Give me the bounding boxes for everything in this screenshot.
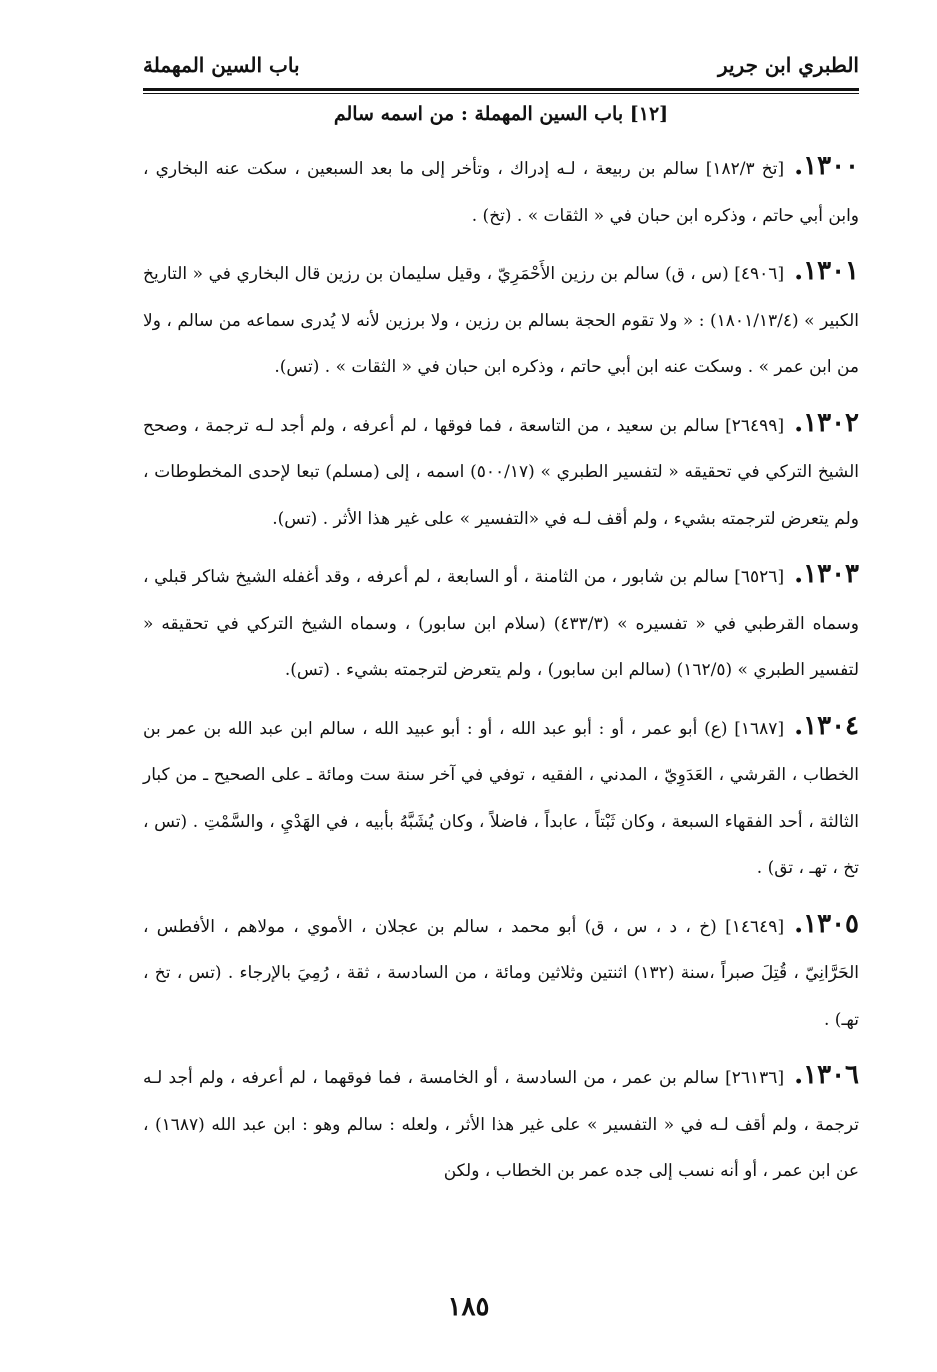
entry-number: ١٣٠٣. bbox=[794, 559, 859, 589]
header-book-title: الطبري ابن جرير bbox=[717, 53, 859, 77]
entry bbox=[143, 703, 859, 892]
entry-text: [تخ ١٨٢/٣] سالم بن ربيعة ، لـه إدراك ، وتأخر إلى ما بعد السبعين ، سكت عنه البخاري ، وابن أبي حاتم ، وذكره ابن حبان في « الثقات » . (تخ) . bbox=[143, 159, 859, 226]
page-number: ١٨٥ bbox=[447, 1292, 490, 1322]
entry-number: ١٣٠١. bbox=[794, 256, 859, 286]
entry-text: [٤٩٠٦] (س ، ق) سالم بن رزين الأَحْمَرِيّ ، وقيل سليمان بن رزين قال البخاري في « التاريخ الكبير » (١٨٠١/١٣/٤) : « ولا تقوم الحجة بسالم بن رزين ، ولا برزين لأنه لا يُدرى سماعه من سالم ، ولا من ابن عمر » . وسكت عنه ابن أبي حاتم ، وذكره ابن حبان في « الثقات » . (تس). bbox=[143, 264, 859, 377]
entry bbox=[143, 400, 859, 543]
entry-number: ١٣٠٦. bbox=[794, 1060, 859, 1090]
entry-number: ١٣٠٠. bbox=[794, 151, 859, 181]
header-rule bbox=[143, 88, 859, 91]
entry-text: [١٦٨٧] (ع) أبو عمر ، أو : أبو عبد الله ، أو : أبو عبيد الله ، سالم ابن عبد الله بن عمر بن الخطاب ، القرشي ، العَدَوِيّ ، المدني ، الفقيه ، توفي في آخر سنة ست ومائة ـ على الصحيح ـ من كبار الثالثة ، أحد الفقهاء السبعة ، وكان ثَبْتاً ، عابداً ، فاضلاً ، وكان يُشَبَّهُ بأبيه ، في الهَدْيِ ، والسَّمْتِ . (تس ، تخ ، تهـ ، تق) . bbox=[143, 718, 859, 878]
page-header bbox=[143, 40, 859, 90]
entry bbox=[143, 1052, 859, 1195]
entry-number: ١٣٠٢. bbox=[794, 407, 859, 438]
entry-text: [٦٥٢٦] سالم بن شابور ، من الثامنة ، أو السابعة ، لم أعرفه ، وقد أغفله الشيخ شاكر قبلي ، وسماه القرطبي في « تفسيره » (٤٣٣/٣) (سلام ابن سابور) ، وسماه الشيخ التركي في تحقيقه « لتفسير الطبري » (١٦٢/٥) (سالم ابن سابور) ، ولم يتعرض لترجمته بشيء . (تس). bbox=[143, 567, 859, 680]
entry-text: [١٤٦٤٩] (خ ، د ، س ، ق) أبو محمد ، سالم بن عجلان ، الأموي ، مولاهم ، الأفطس ، الحَرَّانِيّ ، قُتِلَ صبراً ،سنة (١٣٢) اثنتين وثلاثين ومائة ، من السادسة ، ثقة ، رُمِيَ بالإرجاء . (تس ، تخ ، تهـ) . bbox=[143, 916, 859, 1030]
header-rule-thin bbox=[143, 93, 859, 94]
entry bbox=[143, 551, 859, 694]
entry bbox=[143, 248, 859, 391]
entry bbox=[143, 143, 859, 239]
entry bbox=[143, 901, 859, 1044]
entry-text: [٢٦١٣٦] سالم بن عمر ، من السادسة ، أو الخامسة ، فما فوقهما ، لم أعرفه ، ولم أجد لـه ترجمة ، ولم أقف لـه في « التفسير » على غير هذا الأثر ، ولعله : سالم وهو : ابن عبد الله (١٦٨٧) ، عن ابن عمر ، أو أنه نسب إلى جده عمر بن الخطاب ، ولكن bbox=[143, 1068, 859, 1181]
header-chapter-title: باب السين المهملة bbox=[143, 53, 300, 77]
entry-number: ١٣٠٤. bbox=[794, 710, 859, 741]
entries-body bbox=[143, 143, 859, 1204]
entry-text: [٢٦٤٩٩] سالم بن سعيد ، من التاسعة ، فما فوقها ، لم أعرفه ، ولم أجد لـه ترجمة ، وصحح الشيخ التركي في تحقيقه « لتفسير الطبري » (٥٠٠/١٧) اسمه ، إلى (مسلم) تبعا لإحدى المخطوطات ، ولم يتعرض لترجمته بشيء ، ولم أقف لـه في «التفسير » على غير هذا الأثر . (تس). bbox=[143, 415, 859, 529]
entry-number: ١٣٠٥. bbox=[794, 908, 859, 939]
section-title: [١٢] باب السين المهملة : من اسمه سالم bbox=[333, 103, 669, 125]
